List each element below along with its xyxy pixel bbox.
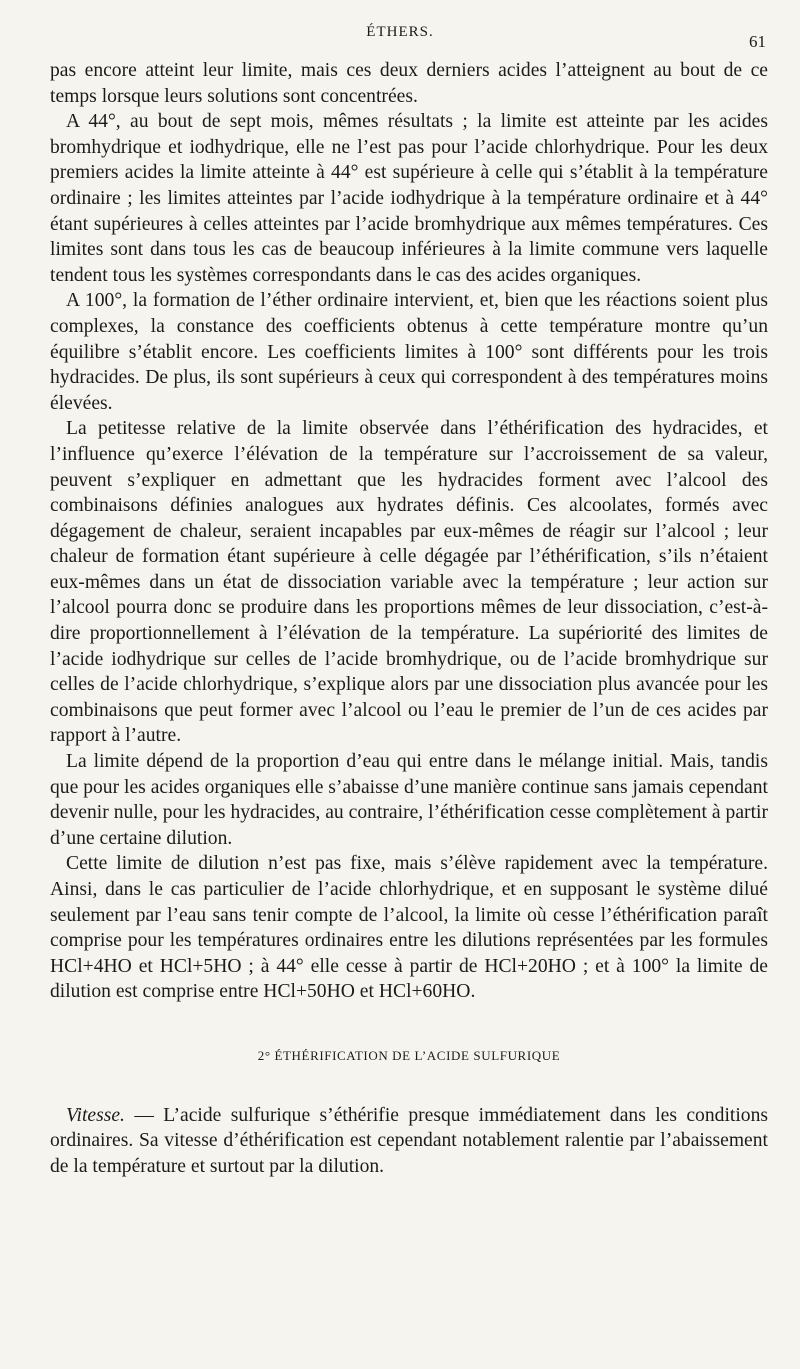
body-text (50, 58, 768, 1179)
paragraph-vitesse (50, 1103, 768, 1180)
page-number: 61 (749, 32, 766, 51)
paragraph-lead: Vitesse. (66, 1104, 125, 1126)
paragraph-6: Cette limite de dilution n’est pas fixe, mais s’élève rapidement avec la température. Ainsi, dans le cas particulier de l’acide chlorhydrique, et en supposant le système dilué seulement par l’eau sans tenir compte de l’alcool, la limite où cesse l’éthérification paraît comprise pour les températures ordinaires entre les dilutions représentées par les formules HCl+4HO et HCl+5HO ; à 44° elle cesse à partir de HCl+20HO ; et à 100° la limite de dilution est comprise entre HCl+50HO et HCl+60HO. (50, 853, 768, 1003)
paragraph-4: La petitesse relative de la limite observée dans l’éthérification des hydracides, et l’influence qu’exerce l’élévation de la température sur l’accroissement de sa valeur, peuvent s’expliquer en admettant que les hydracides forment avec l’alcool des combinaisons définies analogues aux hydrates définis. Ces alcoolates, formés avec dégagement de chaleur, seraient incapables par eux-mêmes de réagir sur l’alcool ; leur chaleur de formation étant supérieure à celle dégagée par l’éthérification, s’ils n’étaient eux-mêmes dans un état de dissociation variable avec la température ; leur action sur l’alcool pourra donc se produire dans les proportions mêmes de leur dissociation, c’est-à-dire proportionnellement à l’élévation de la température. La supériorité des limites de l’acide iodhydrique sur celles de l’acide bromhydrique, ou de l’acide bromhydrique sur celles de l’acide chlorhydrique, s’explique alors par une dissociation plus avancée pour les combinaisons que peut former avec l’alcool ou l’eau le premier de l’un de ces acides par rapport à l’autre. (50, 418, 768, 747)
paragraph-3: A 100°, la formation de l’éther ordinaire intervient, et, bien que les réactions soient plus complexes, la constance des coefficients obtenus à cette température montre qu’un équilibre s’établit encore. Les coefficients limites à 100° sont différents pour les trois hydracides. De plus, ils sont supérieurs à ceux qui correspondent à des températures moins élevées. (50, 290, 768, 414)
running-title: ÉTHERS. (366, 24, 434, 40)
paragraph-1: pas encore atteint leur limite, mais ces deux derniers acides l’atteignent au bout de ce temps lorsque leurs solutions sont concentrées. (50, 60, 768, 107)
section-heading: 2° ÉTHÉRIFICATION DE L’ACIDE SULFURIQUE (257, 1047, 561, 1063)
paragraph-2: A 44°, au bout de sept mois, mêmes résultats ; la limite est atteinte par les acides bromhydrique et iodhydrique, elle ne l’est pas pour l’acide chlorhydrique. Pour les deux premiers acides la limite atteinte à 44° est supérieure à celle qui s’établit à la température ordinaire ; les limites atteintes par l’acide iodhydrique à la température ordinaire et à 44° étant supérieures à celles atteintes par l’acide bromhydrique aux mêmes températures. Ces limites sont dans tous les cas de beaucoup inférieures à la limite commune vers laquelle tendent tous les systèmes correspondants dans le cas des acides organiques. (50, 111, 768, 286)
running-head (0, 22, 800, 52)
paragraph-vitesse-text: — L’acide sulfurique s’éthérifie presque immédiatement dans les conditions ordinaires. Sa vitesse d’éthérification est cependant notablement ralentie par l’abaissement de la température et surtout par la dilution. (50, 1104, 768, 1177)
paragraph-5: La limite dépend de la proportion d’eau qui entre dans le mélange initial. Mais, tandis que pour les acides organiques elle s’abaisse d’une manière continue sans jamais cependant devenir nulle, pour les hydracides, au contraire, l’éthérification cesse complètement à partir d’une certaine dilution. (50, 751, 768, 849)
